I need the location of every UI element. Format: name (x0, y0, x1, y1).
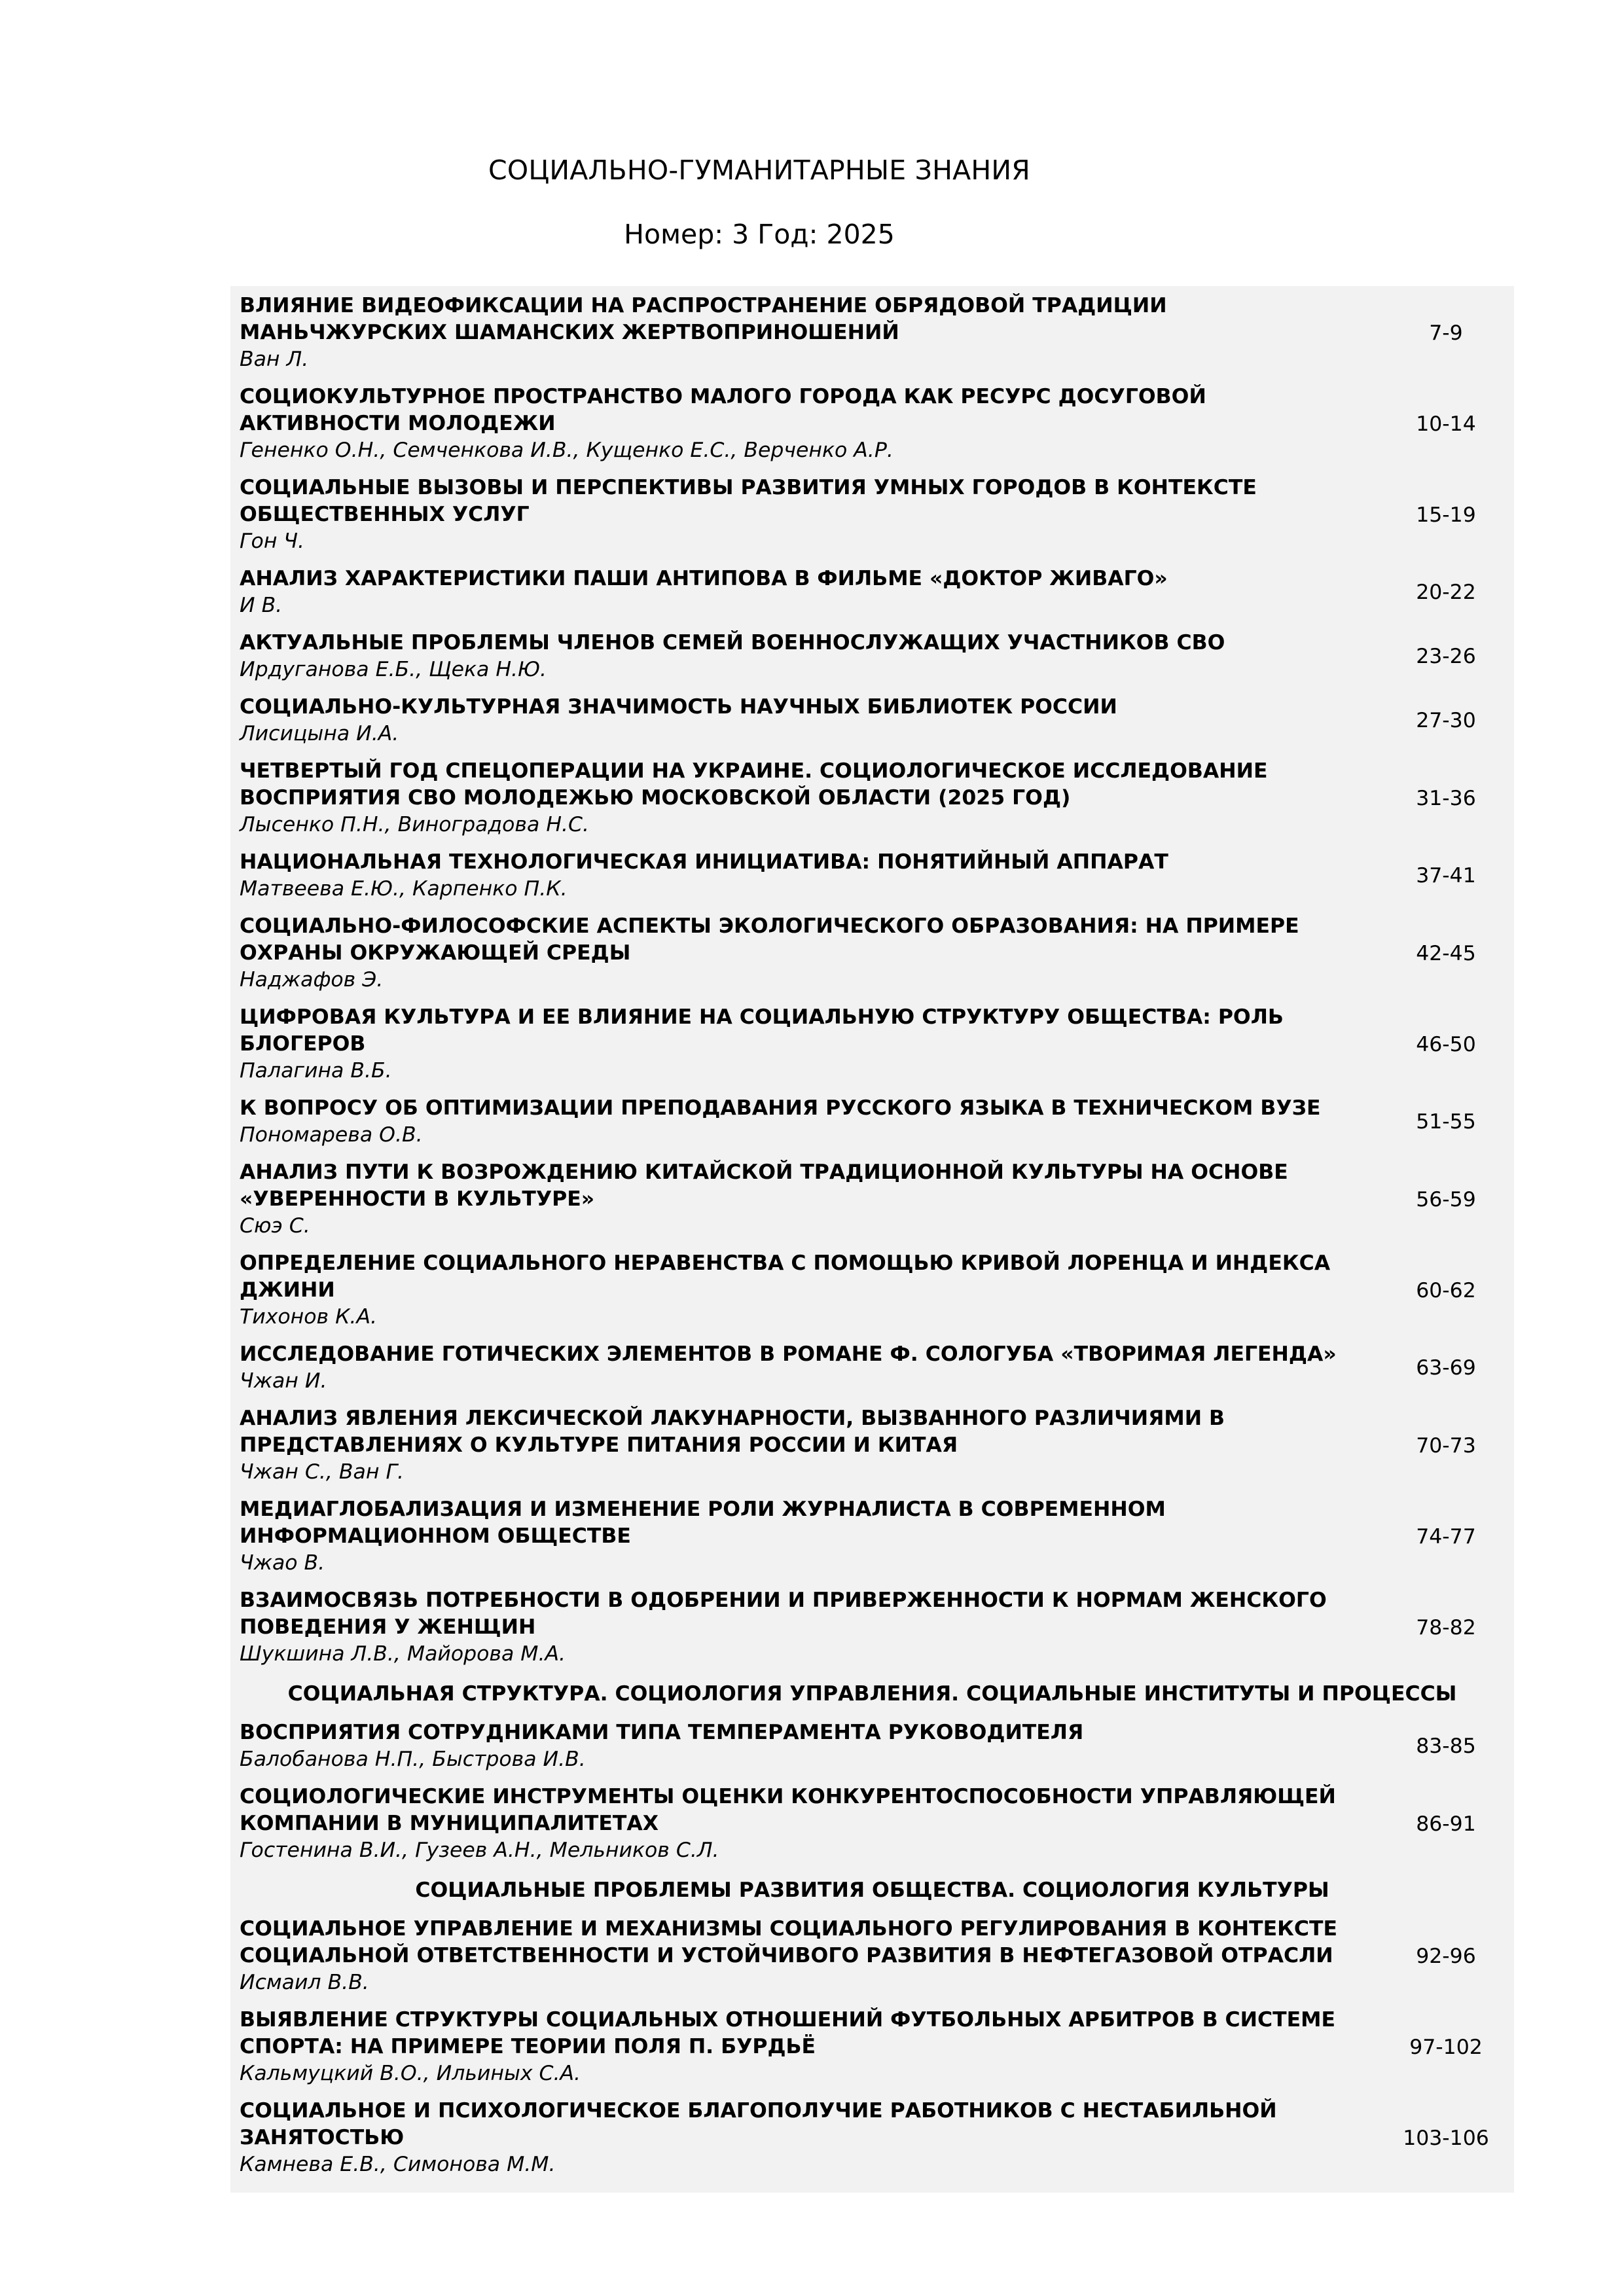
article-pages: 60-62 (1416, 1278, 1476, 1302)
article-authors: Ирдуганова Е.Б., Щека Н.Ю. (240, 658, 547, 681)
article-title-link[interactable]: СОЦИАЛЬНО-ФИЛОСОФСКИЕ АСПЕКТЫ ЭКОЛОГИЧЕСКОГО ОБРАЗОВАНИЯ: НА ПРИМЕРЕ ОХРАНЫ ОКРУЖАЮЩЕЙ СРЕДЫ (240, 914, 1299, 965)
article-info (240, 1916, 1387, 1996)
article-row (230, 626, 1514, 690)
article-info (240, 293, 1387, 373)
article-authors: Пономарева О.В. (240, 1123, 423, 1147)
article-authors: Балобанова Н.П., Быстрова И.В. (240, 1748, 586, 1771)
article-authors: Гененко О.Н., Семченкова И.В., Кущенко Е.С., Верченко А.Р. (240, 439, 893, 462)
article-row (230, 1000, 1514, 1091)
article-info (240, 913, 1387, 994)
article-row (230, 1780, 1514, 1871)
article-authors: Лысенко П.Н., Виноградова Н.С. (240, 813, 590, 836)
article-authors: Шукшина Л.В., Майорова М.А. (240, 1642, 566, 1666)
article-title-link[interactable]: СОЦИАЛЬНО-КУЛЬТУРНАЯ ЗНАЧИМОСТЬ НАУЧНЫХ БИБЛИОТЕК РОССИИ (240, 695, 1117, 719)
article-authors: Тихонов К.А. (240, 1305, 378, 1329)
article-title-link[interactable]: СОЦИОЛОГИЧЕСКИЕ ИНСТРУМЕНТЫ ОЦЕНКИ КОНКУРЕНТОСПОСОБНОСТИ УПРАВЛЯЮЩЕЙ КОМПАНИИ В МУНИЦИПАЛИТЕТАХ (240, 1785, 1336, 1835)
article-info (240, 1341, 1387, 1395)
article-row (230, 1091, 1514, 1155)
article-pages: 103-106 (1403, 2126, 1489, 2150)
article-info (240, 1784, 1387, 1864)
article-title-link[interactable]: К ВОПРОСУ ОБ ОПТИМИЗАЦИИ ПРЕПОДАВАНИЯ РУССКОГО ЯЗЫКА В ТЕХНИЧЕСКОМ ВУЗЕ (240, 1096, 1321, 1120)
article-title-link[interactable]: АКТУАЛЬНЫЕ ПРОБЛЕМЫ ЧЛЕНОВ СЕМЕЙ ВОЕННОСЛУЖАЩИХ УЧАСТНИКОВ СВО (240, 631, 1225, 655)
article-info (240, 694, 1387, 747)
article-info (240, 1095, 1387, 1149)
article-row (230, 380, 1514, 471)
article-authors: Чжан И. (240, 1369, 327, 1393)
article-authors: Камнева Е.В., Симонова М.М. (240, 2153, 556, 2176)
article-info (240, 1587, 1387, 1668)
article-row (230, 1246, 1514, 1337)
article-row (230, 690, 1514, 754)
article-pages: 31-36 (1416, 786, 1476, 810)
article-group-c (230, 1912, 1514, 2185)
article-row (230, 1715, 1514, 1780)
article-authors: Чжао В. (240, 1551, 325, 1575)
article-info (240, 2098, 1387, 2178)
article-title-link[interactable]: СОЦИОКУЛЬТУРНОЕ ПРОСТРАНСТВО МАЛОГО ГОРОДА КАК РЕСУРС ДОСУГОВОЙ АКТИВНОСТИ МОЛОДЕЖИ (240, 385, 1206, 435)
article-title-link[interactable]: СОЦИАЛЬНОЕ УПРАВЛЕНИЕ И МЕХАНИЗМЫ СОЦИАЛЬНОГО РЕГУЛИРОВАНИЯ В КОНТЕКСТЕ СОЦИАЛЬНОЙ ОТВЕТСТВЕННОСТИ И УСТОЙЧИВОГО РАЗВИТИЯ В НЕФТЕГАЗОВОЙ ОТРАСЛИ (240, 1917, 1338, 1967)
article-title-link[interactable]: НАЦИОНАЛЬНАЯ ТЕХНОЛОГИЧЕСКАЯ ИНИЦИАТИВА: ПОНЯТИЙНЫЙ АППАРАТ (240, 850, 1168, 874)
article-info (240, 475, 1387, 555)
article-authors: Лисицына И.А. (240, 722, 399, 745)
article-row (230, 289, 1514, 380)
section-heading: СОЦИАЛЬНЫЕ ПРОБЛЕМЫ РАЗВИТИЯ ОБЩЕСТВА. СОЦИОЛОГИЯ КУЛЬТУРЫ (415, 1878, 1329, 1902)
article-group-b (230, 1715, 1514, 1871)
article-row (230, 2003, 1514, 2094)
article-title-link[interactable]: ВЫЯВЛЕНИЕ СТРУКТУРЫ СОЦИАЛЬНЫХ ОТНОШЕНИЙ ФУТБОЛЬНЫХ АРБИТРОВ В СИСТЕМЕ СПОРТА: НА ПРИМЕРЕ ТЕОРИИ ПОЛЯ П. БУРДЬЁ (240, 2008, 1336, 2058)
article-authors: Кальмуцкий В.О., Ильиных С.А. (240, 2062, 581, 2085)
article-info (240, 1496, 1387, 1577)
article-row (230, 909, 1514, 1000)
article-row (230, 562, 1514, 626)
article-group-a (230, 289, 1514, 1674)
article-pages: 86-91 (1416, 1812, 1476, 1836)
article-pages: 42-45 (1416, 941, 1476, 965)
article-row (230, 1155, 1514, 1246)
article-info (240, 1159, 1387, 1240)
journal-title: СОЦИАЛЬНО-ГУМАНИТАРНЫЕ ЗНАНИЯ (488, 154, 1030, 186)
article-pages: 56-59 (1416, 1187, 1476, 1211)
article-title-link[interactable]: ЦИФРОВАЯ КУЛЬТУРА И ЕЕ ВЛИЯНИЕ НА СОЦИАЛЬНУЮ СТРУКТУРУ ОБЩЕСТВА: РОЛЬ БЛОГЕРОВ (240, 1005, 1284, 1056)
article-authors: Гостенина В.И., Гузеев А.Н., Мельников С.Л. (240, 1839, 719, 1862)
article-row (230, 1583, 1514, 1674)
article-title-link[interactable]: АНАЛИЗ ЯВЛЕНИЯ ЛЕКСИЧЕСКОЙ ЛАКУНАРНОСТИ, ВЫЗВАННОГО РАЗЛИЧИЯМИ В ПРЕДСТАВЛЕНИЯХ О КУЛЬТУРЕ ПИТАНИЯ РОССИИ И КИТАЯ (240, 1407, 1225, 1457)
section-heading: СОЦИАЛЬНАЯ СТРУКТУРА. СОЦИОЛОГИЯ УПРАВЛЕНИЯ. СОЦИАЛЬНЫЕ ИНСТИТУТЫ И ПРОЦЕССЫ (287, 1682, 1457, 1706)
article-info (240, 565, 1387, 619)
article-title-link[interactable]: МЕДИАГЛОБАЛИЗАЦИЯ И ИЗМЕНЕНИЕ РОЛИ ЖУРНАЛИСТА В СОВРЕМЕННОМ ИНФОРМАЦИОННОМ ОБЩЕСТВЕ (240, 1498, 1166, 1548)
article-pages: 70-73 (1416, 1433, 1476, 1458)
article-title-link[interactable]: ОПРЕДЕЛЕНИЕ СОЦИАЛЬНОГО НЕРАВЕНСТВА С ПОМОЩЬЮ КРИВОЙ ЛОРЕНЦА И ИНДЕКСА ДЖИНИ (240, 1251, 1331, 1302)
article-info (240, 1250, 1387, 1331)
article-row (230, 1337, 1514, 1401)
article-pages: 74-77 (1416, 1524, 1476, 1549)
article-pages: 97-102 (1409, 2035, 1483, 2059)
article-authors: Сюэ С. (240, 1214, 310, 1238)
article-pages: 10-14 (1416, 412, 1476, 436)
article-authors: Матвеева Е.Ю., Карпенко П.К. (240, 877, 568, 901)
article-pages: 46-50 (1416, 1032, 1476, 1056)
article-title-link[interactable]: СОЦИАЛЬНЫЕ ВЫЗОВЫ И ПЕРСПЕКТИВЫ РАЗВИТИЯ УМНЫХ ГОРОДОВ В КОНТЕКСТЕ ОБЩЕСТВЕННЫХ УСЛУГ (240, 476, 1257, 526)
article-pages: 27-30 (1416, 709, 1476, 732)
article-info (240, 758, 1387, 838)
article-info (240, 2007, 1387, 2087)
article-title-link[interactable]: ВЗАИМОСВЯЗЬ ПОТРЕБНОСТИ В ОДОБРЕНИИ И ПРИВЕРЖЕННОСТИ К НОРМАМ ЖЕНСКОГО ПОВЕДЕНИЯ У ЖЕНЩИН (240, 1588, 1327, 1639)
article-authors: И В. (240, 594, 283, 617)
article-authors: Чжан С., Ван Г. (240, 1460, 405, 1484)
article-row (230, 754, 1514, 845)
article-pages: 83-85 (1416, 1734, 1476, 1758)
article-title-link[interactable]: ВОСПРИЯТИЯ СОТРУДНИКАМИ ТИПА ТЕМПЕРАМЕНТА РУКОВОДИТЕЛЯ (240, 1721, 1084, 1744)
article-info (240, 384, 1387, 464)
issue-line: Номер: 3 Год: 2025 (624, 219, 895, 250)
article-pages: 78-82 (1416, 1615, 1476, 1640)
article-title-link[interactable]: ЧЕТВЕРТЫЙ ГОД СПЕЦОПЕРАЦИИ НА УКРАИНЕ. СОЦИОЛОГИЧЕСКОЕ ИССЛЕДОВАНИЕ ВОСПРИЯТИЯ СВО МОЛОДЕЖЬЮ МОСКОВСКОЙ ОБЛАСТИ (2025 ГОД) (240, 759, 1268, 810)
article-pages: 51-55 (1416, 1110, 1476, 1134)
article-pages: 7-9 (1429, 321, 1463, 345)
article-pages: 20-22 (1416, 581, 1476, 604)
article-title-link[interactable]: АНАЛИЗ ХАРАКТЕРИСТИКИ ПАШИ АНТИПОВА В ФИЛЬМЕ «ДОКТОР ЖИВАГО» (240, 567, 1168, 590)
article-info (240, 1719, 1387, 1773)
article-authors: Ван Л. (240, 348, 309, 371)
article-row (230, 845, 1514, 909)
article-authors: Наджафов Э. (240, 968, 384, 992)
article-authors: Гон Ч. (240, 529, 305, 553)
article-row (230, 1401, 1514, 1492)
article-authors: Исмаил В.В. (240, 1971, 369, 1994)
article-pages: 23-26 (1416, 645, 1476, 668)
article-title-link[interactable]: АНАЛИЗ ПУТИ К ВОЗРОЖДЕНИЮ КИТАЙСКОЙ ТРАДИЦИОННОЙ КУЛЬТУРЫ НА ОСНОВЕ «УВЕРЕННОСТИ В КУЛЬТУРЕ» (240, 1160, 1288, 1211)
article-pages: 63-69 (1416, 1356, 1476, 1380)
article-pages: 92-96 (1416, 1944, 1476, 1968)
article-info (240, 849, 1387, 903)
article-row (230, 1492, 1514, 1583)
table-of-contents (230, 286, 1514, 2193)
article-pages: 37-41 (1416, 864, 1476, 888)
article-pages: 15-19 (1416, 503, 1476, 527)
article-row (230, 1912, 1514, 2003)
article-info (240, 630, 1387, 683)
article-row (230, 2094, 1514, 2185)
article-title-link[interactable]: ИССЛЕДОВАНИЕ ГОТИЧЕСКИХ ЭЛЕМЕНТОВ В РОМАНЕ Ф. СОЛОГУБА «ТВОРИМАЯ ЛЕГЕНДА» (240, 1342, 1337, 1366)
article-info (240, 1004, 1387, 1085)
article-title-link[interactable]: ВЛИЯНИЕ ВИДЕОФИКСАЦИИ НА РАСПРОСТРАНЕНИЕ ОБРЯДОВОЙ ТРАДИЦИИ МАНЬЧЖУРСКИХ ШАМАНСКИХ ЖЕРТВОПРИНОШЕНИЙ (240, 294, 1167, 344)
article-info (240, 1405, 1387, 1486)
article-row (230, 471, 1514, 562)
article-title-link[interactable]: СОЦИАЛЬНОЕ И ПСИХОЛОГИЧЕСКОЕ БЛАГОПОЛУЧИЕ РАБОТНИКОВ С НЕСТАБИЛЬНОЙ ЗАНЯТОСТЬЮ (240, 2099, 1277, 2149)
article-authors: Палагина В.Б. (240, 1059, 392, 1083)
